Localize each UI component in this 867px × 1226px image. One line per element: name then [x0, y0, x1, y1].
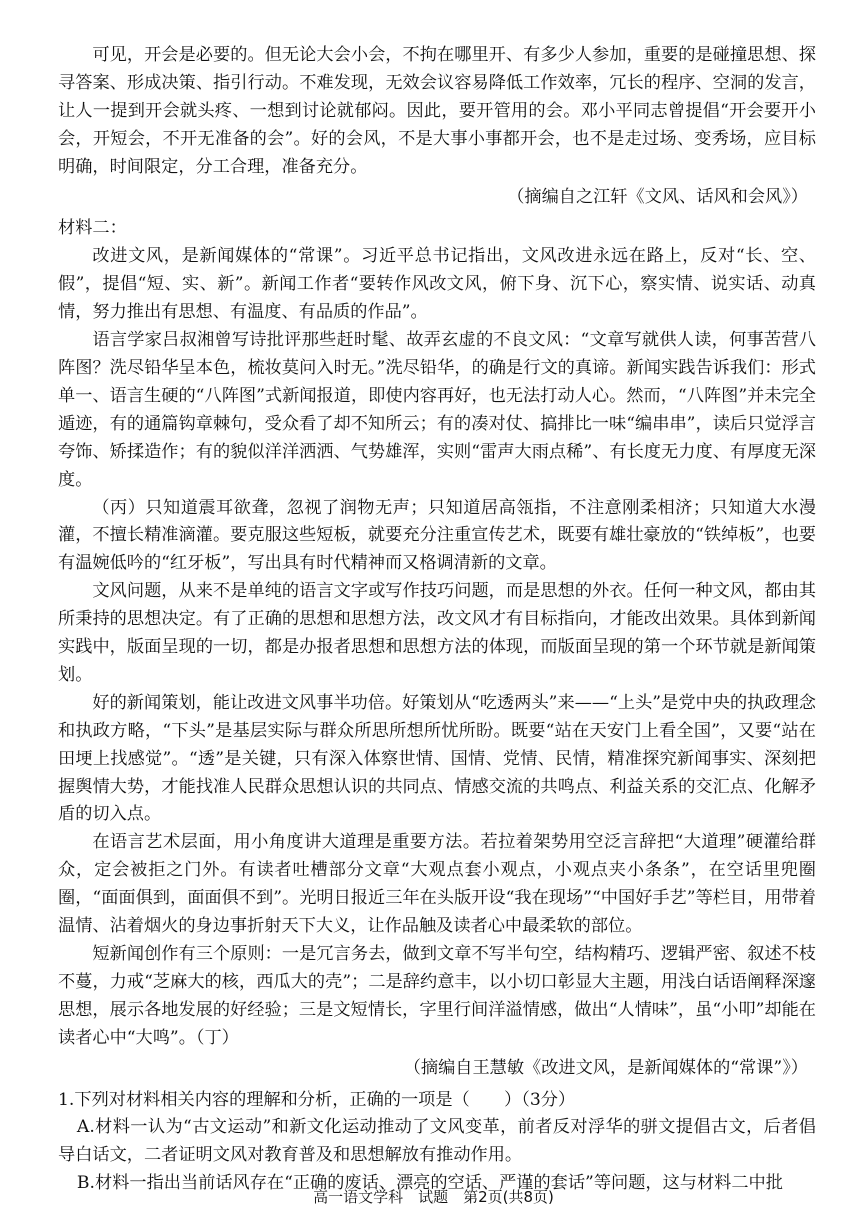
- material2-paragraph-4: 文风问题，从来不是单纯的语言文字或写作技巧问题，而是思想的外衣。任何一种文风，都由其所秉持的思想决定。有了正确的思想和思想方法，改文风才有目标指向，才能改出效果。具体到新闻实践中，版面呈现的一切，都是办报者思想和思想方法的体现，而版面呈现的第一个环节就是新闻策划。: [58, 581, 816, 685]
- page-footer: 高一语文学科 试题 第2页(共8页): [313, 1188, 554, 1206]
- material1-paragraph: 可见，开会是必要的。但无论大会小会，不拘在哪里开、有多少人参加，重要的是碰撞思想、探寻答案、形成决策、指引行动。不难发现，无效会议容易降低工作效率，冗长的程序、空洞的发言，让人一提到开会就头疼、一想到讨论就郁闷。因此，要开管用的会。邓小平同志曾提倡“开会要开小会，开短会，不开无准备的会”。好的会风，不是大事小事都开会，也不是走过场、变秀场，应目标明确，时间限定，分工合理，准备充分。: [58, 45, 816, 177]
- material2-paragraph-5: 好的新闻策划，能让改进文风事半功倍。好策划从“吃透两头”来——“上头”是党中央的执政理念和执政方略，“下头”是基层实际与群众所思所想所忧所盼。既要“站在天安门上看全国”，又要“站在田埂上找感觉”。“透”是关键，只有深入体察世情、国情、党情、民情，精准探究新闻事实、深刻把握舆情大势，才能找准人民群众思想认识的共同点、情感交流的共鸣点、利益关系的交汇点、化解矛盾的切入点。: [58, 692, 816, 825]
- question-1-stem: 1.下列对材料相关内容的理解和分析，正确的一项是（ ）（3分）: [58, 1089, 576, 1110]
- material2-label: 材料二：: [58, 218, 127, 239]
- material2-source: （摘编自王慧敏《改进文风，是新闻媒体的“常课”》）: [403, 1057, 808, 1078]
- material2-paragraph-3: （丙）只知道震耳欲聋，忽视了润物无声；只知道居高瓴指，不注意刚柔相济；只知道大水漫灌，不擅长精准滴灌。要克服这些短板，就要充分注重宣传艺术，既要有雄壮豪放的“铁绰板”，也要有温婉低吟的“红牙板”，写出具有时代精神而又格调清新的文章。: [58, 497, 816, 574]
- question-1-option-b: B.材料一指出当前话风存在“正确的废话、漂亮的空话、严谨的套话”等问题，这与材料二中批: [76, 1173, 783, 1194]
- material2-paragraph-2: 语言学家吕叔湘曾写诗批评那些赶时髦、故弄玄虚的不良文风：“文章写就供人读，何事苦营八阵图？洗尽铅华呈本色，梳妆莫问入时无。”洗尽铅华，的确是行文的真谛。新闻实践告诉我们：形式单一、语言生硬的“八阵图”式新闻报道，即使内容再好，也无法打动人心。然而，“八阵图”并未完全遁迹，有的通篇钩章棘句，受众看了却不知所云；有的凑对仗、搞排比一味“编串串”，读后只觉浮言夸饰、矫揉造作；有的貌似洋洋洒洒、气势雄浑，实则“雷声大雨点稀”、有长度无力度、有厚度无深度。: [58, 330, 816, 490]
- material2-paragraph-7: 短新闻创作有三个原则：一是冗言务去，做到文章不写半句空，结构精巧、逻辑严密、叙述不枝不蔓，力戒“芝麻大的核，西瓜大的壳”；二是辞约意丰，以小切口彰显大主题，用浅白话语阐释深邃思想，展示各地发展的好经验；三是文短情长，字里行间洋溢情感，做出“人情味”，虽“小叩”却能在读者心中“大鸣”。（丁）: [58, 944, 816, 1048]
- material1-source: （摘编自之江轩《文风、话风和会风》）: [507, 186, 808, 207]
- material2-paragraph-6: 在语言艺术层面，用小角度讲大道理是重要方法。若拉着架势用空泛言辞把“大道理”硬灌给群众，定会被拒之门外。有读者吐槽部分文章“大观点套小观点，小观点夹小条条”，在空话里兜圈圈，“面面俱到，面面俱不到”。光明日报近三年在头版开设“我在现场”“中国好手艺”等栏目，用带着温情、沾着烟火的身边事折射天下大义，让作品触及读者心中最柔软的部位。: [58, 832, 816, 937]
- material2-paragraph-1: 改进文风，是新闻媒体的“常课”。习近平总书记指出，文风改进永远在路上，反对“长、空、假”，提倡“短、实、新”。新闻工作者“要转作风改文风，俯下身、沉下心，察实情、说实话、动真情，努力推出有思想、有温度、有品质的作品”。: [58, 246, 816, 323]
- exam-page: [58, 42, 816, 1198]
- question-1-option-a: A.材料一认为“古文运动”和新文化运动推动了文风变革，前者反对浮华的骈文提倡古文，后者倡导白话文，二者证明文风对教育普及和思想解放有推动作用。: [58, 1117, 816, 1166]
